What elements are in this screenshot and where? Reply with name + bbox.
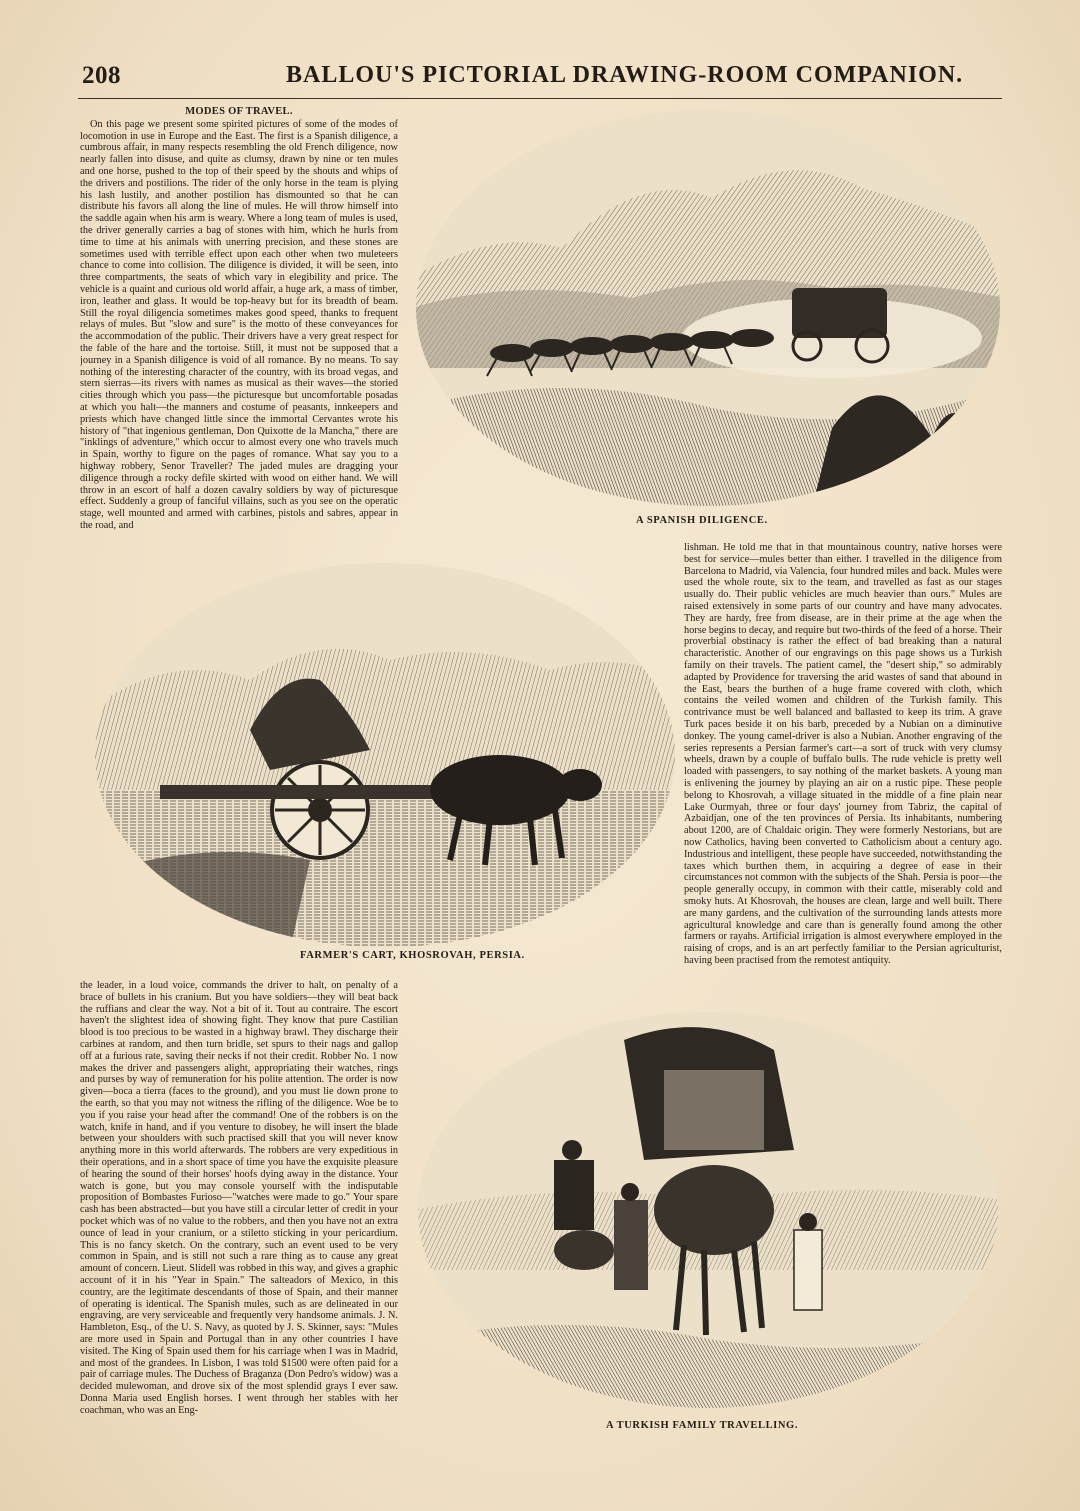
spanish-diligence-engraving — [412, 108, 1004, 508]
article-text-2: the leader, in a loud voice, commands the driver to halt, on penalty of a brace of bullets in his cranium. But you have soldiers—they will beat back the ruffians and clear the way. Not a bit of it. Tout au contraire. The escort haven't the slightest idea of showing fight. They know that pure Castilian blood is too precious to be wasted in a highway brawl. They discharge their carbines at random, and then turn bridle, set spurs to their nags and gallop off at a furious rate, saving their necks if not their credit. Robber No. 1 now makes the driver and passengers alight, appropriating their watches, rings and purses by way of remuneration for his polite attention. The order is now given—boca a tierra (faces to the ground), and you must lie down prone to the earth, so that you may not witness the rifling of the diligence. Woe be to you if you raise your head after the command! One of the robbers is on the watch, knife in hand, and if you venture to disobey, he will insert the blade between your shoulders with such practised skill that you will never know anything more in this world afterwards. The robbers are very expeditious in their operations, and in a short space of time you have the exquisite pleasure of hearing the sound of their horses' hoofs dying away in the distance. Your watch is gone, but you may console yourself with the indisputable proposition of Bombastes Furioso—"watches were made to go." Your spare cash has been abstracted—but you have still a circular letter of credit in your pocket which was of no value to the robbers, and then you have not an extra ounce of lead in your cranium, or a stiletto sticking in your pericardium. This is no fancy sketch. On the contrary, such an event used to be very common in Spain, and is still not such a rare thing as to cause any great amount of concern. Lieut. Slidell was robbed in this way, and gives a graphic account of it in his "Year in Spain." The salteadors of Mexico, in this country, are the legitimate descendants of those of Spain, and their manner of operating is identical. The Spanish mules, such as are delineated in our engraving, are very serviceable and frequently very handsome animals. J. N. Hambleton, Esq., of the U. S. Navy, as quoted by J. S. Skinner, says: "Mules are more used in Spain and Portugal than in any other countries I have visited. The King of Spain used them for his carriage when I was in Madrid, and most of the grandees. In Lisbon, I was told $1500 were often paid for a pair of carriage mules. The Duchess of Braganza (Don Pedro's widow) was a decided mulewoman, and drove six of the most splendid grays I ever saw. Donna Maria used English horses. I went through her stables with her coachman, who was an Eng- — [80, 980, 398, 1416]
caption-spanish-diligence: A SPANISH DILIGENCE. — [636, 515, 768, 526]
article-column-1 — [80, 106, 398, 542]
article-column-3 — [684, 542, 1002, 1010]
farmers-cart-engraving — [90, 560, 680, 950]
header-rule — [78, 98, 1002, 99]
article-text-3: lishman. He told me that in that mountainous country, native horses were best for service—mules better than either. I travelled in the diligence from Barcelona to Madrid, via Valencia, four hundred miles and back. Mules were used the whole route, six to the team, and travelled as fast as our stages usually do. Their public vehicles are much heavier than ours." Mules are raised extensively in some parts of our country and have many advocates. They are hardy, free from disease, are in their prime at the age when the horse begins to decay, and require but two-thirds of the feed of a horse. Their proverbial obstinacy is rather the effect of bad breaking than a natural characteristic. Another of our engravings on this page shows us a Turkish family on their travels. The patient camel, the "desert ship," so admirably adapted by Providence for traversing the arid wastes of sand that abound in the East, bears the burthen of a huge frame covered with cloth, which contains the veiled women and children of the Turkish family. This contrivance must be well balanced and ballasted to keep its trim. A grave Turk paces beside it on his barb, preceded by a Nubian on a diminutive donkey. The young camel-driver is also a Nubian. Another engraving of the series represents a Persian farmer's cart—a sort of truck with very clumsy wheels, drawn by a couple of buffalo bulls. The rude vehicle is pretty well loaded with passengers, to say nothing of the market baskets. A young man is enlivening the journey by playing an air on a rustic pipe. These people belong to Khosrovah, a village situated in the middle of a fine plain near Lake Ourmyah, three or four days' journey from Tabriz, the capital of Azbaidjan, one of the ten provinces of Persia. Its inhabitants, numbering about 1200, are of Chaldaic origin. They were formerly Nestorians, but are now Catholics, having been converted to Catholicism about a century ago. Industrious and intelligent, these people have succeeded, notwithstanding the taxes which burthen them, in acquiring a degree of ease in their circumstances not common with the subjects of the Shah. Persia is poor—the people generally occupy, in common with their cattle, miserably cold and smoky huts. At Khosrovah, the houses are clean, large and well built. There are many gardens, and the cultivation of the surrounding lands attests more agricultural knowledge and care than is generally found among the other farmers or rayahs. Artificial irrigation is almost everywhere employed in the raising of crops, and is an art perfectly familiar to the Persian agriculturist, having been practised from the remotest antiquity. — [684, 542, 1002, 966]
page-number: 208 — [82, 62, 121, 89]
caption-turkish-family: A TURKISH FAMILY TRAVELLING. — [606, 1420, 799, 1431]
masthead-title: BALLOU'S PICTORIAL DRAWING-ROOM COMPANION. — [286, 62, 964, 88]
article-column-2 — [80, 980, 398, 1466]
article-text-1: On this page we present some spirited pictures of some of the modes of locomotion in use in Europe and the East. The first is a Spanish diligence, a cumbrous affair, in many respects resembling the old French diligence, now nearly fallen into disuse, and quite as clumsy, drawn by nine or ten mules and one horse, pushed to the top of their speed by the shouts and whips of the drivers and postilions. The rider of the only horse in the team is plying his lash lustily, and another postilion has dismounted so that he can distribute his favors all along the line of mules. He will throw himself into the saddle again when his arm is weary. Where a long team of mules is used, the driver generally carries a bag of stones with him, which he hurls from time to time at his animals with unerring precision, and these stones are sometimes used with terrible effect upon each other when two muleteers chance to come into collision. The diligence is divided, it will be seen, into three compartments, the seats of which vary in elegibility and price. The vehicle is a quaint and curious old world affair, a huge ark, a mass of timber, iron, leather and glass. It would be top-heavy but for its breadth of beam. Still the royal diligencia sometimes makes good speed, thanks to frequent relays of mules. But "slow and sure" is the motto of these conveyances for the accommodation of the public. Their drivers have a very great respect for the fable of the hare and the tortoise. Still, it must not be supposed that a journey in a Spanish diligence is void of all romance. By no means. To say nothing of the interesting character of the country, with its broad vegas, and stern sierras—its rivers with names as musical as their waves—the storied cities through which you pass—the picturesque but uncomfortable posadas at which you halt—the manners and costume of peasants, innkeepers and priests which have changed little since the immortal Cervantes wrote his history of "that ingenious gentleman, Don Quixotte de la Mancha," there are "inklings of adventure," which occur to almost every one who travels much in Spain, worthy to figure on the pages of romance. What say you to a highway robbery, Senor Traveller? The jaded mules are dragging your diligence through a rocky defile skirted with wood on either hand. We will throw in an escort of half a dozen cavalry soldiers by way of picturesque effect. Suddenly a group of fanciful villains, such as you see on the operatic stage, well mounted and armed with carbines, pistols and sabres, appear in the road, and — [80, 118, 398, 531]
turkish-family-engraving — [414, 1010, 1002, 1410]
caption-farmers-cart: FARMER'S CART, KHOSROVAH, PERSIA. — [300, 950, 525, 961]
article-heading: MODES OF TRAVEL. — [185, 106, 293, 117]
